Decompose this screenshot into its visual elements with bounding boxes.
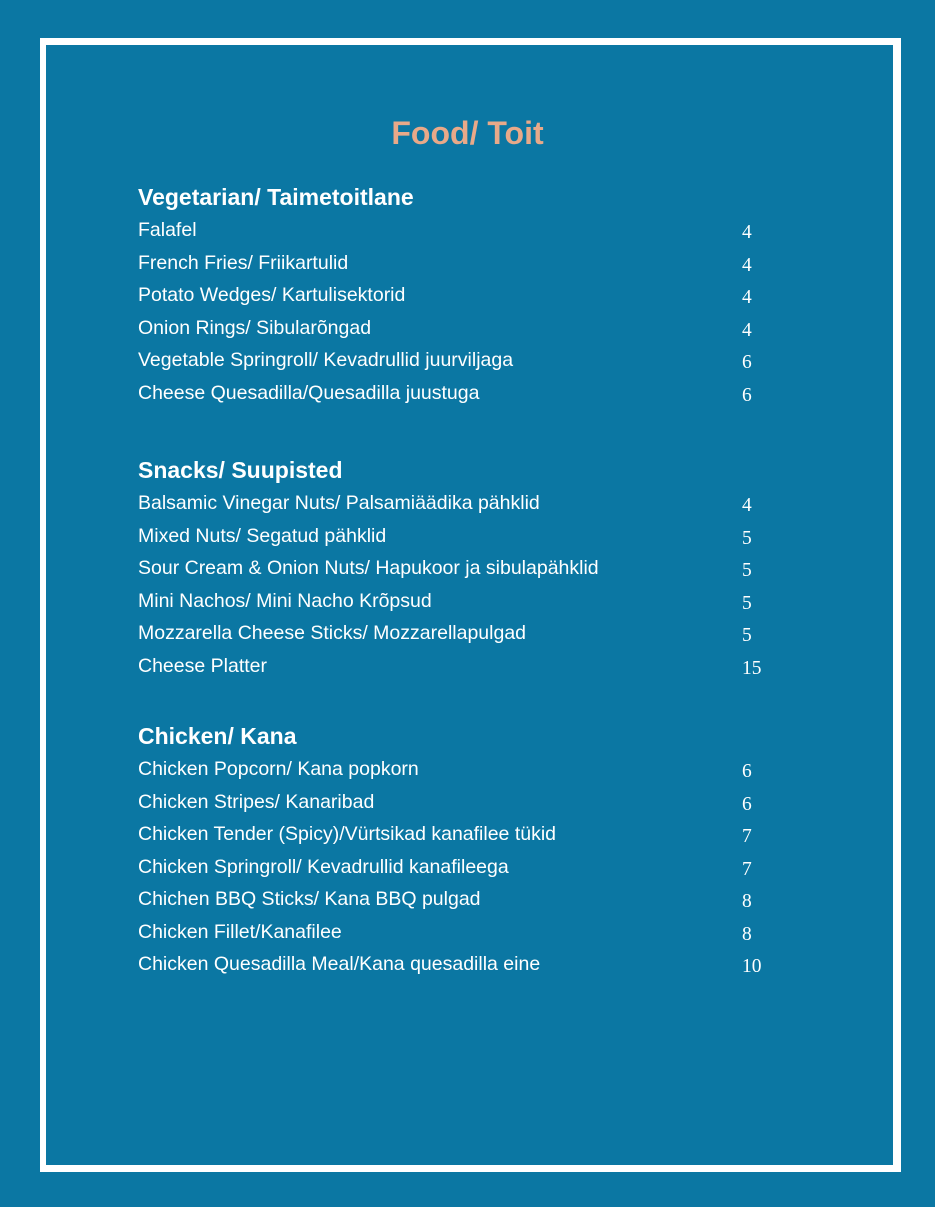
item-price: 4 (742, 287, 752, 308)
item-name: Balsamic Vinegar Nuts/ Palsamiäädika pähklid (138, 492, 540, 514)
item-name: Chicken Springroll/ Kevadrullid kanafileega (138, 855, 509, 878)
item-price: 6 (742, 384, 752, 406)
item-price: 4 (742, 222, 752, 243)
item-price: 8 (742, 891, 752, 912)
item-name: Chicken Fillet/Kanafilee (138, 920, 342, 943)
menu-item (138, 753, 778, 786)
menu-item (138, 312, 778, 345)
menu-item (138, 585, 778, 618)
menu-item (138, 279, 778, 312)
item-name: Onion Rings/ Sibularõngad (138, 316, 372, 339)
section-heading: Snacks/ Suupisted (138, 457, 343, 483)
item-price: 7 (742, 826, 752, 847)
item-price: 5 (742, 625, 752, 646)
menu-item (138, 883, 778, 916)
item-name: Sour Cream & Onion Nuts/ Hapukoor ja sibulapähklid (138, 557, 599, 579)
item-name: Mixed Nuts/ Segatud pähklid (138, 524, 387, 547)
menu-item (138, 650, 778, 683)
item-price: 5 (742, 527, 752, 549)
item-name: Cheese Quesadilla/Quesadilla juustuga (138, 381, 480, 404)
item-name: Chicken Popcorn/ Kana popkorn (138, 758, 419, 780)
item-name: French Fries/ Friikartulid (138, 251, 349, 274)
item-name: Mini Nachos/ Mini Nacho Krõpsud (138, 589, 432, 612)
item-name: Chichen BBQ Sticks/ Kana BBQ pulgad (138, 888, 481, 910)
item-price: 5 (742, 592, 752, 614)
menu-section-vegetarian (138, 182, 778, 409)
section-heading: Vegetarian/ Taimetoitlane (138, 184, 414, 210)
item-price: 6 (742, 761, 752, 782)
item-price: 15 (742, 657, 762, 679)
menu-item (138, 520, 778, 553)
item-name: Mozzarella Cheese Sticks/ Mozzarellapulgad (138, 622, 527, 644)
section-heading: Chicken/ Kana (138, 723, 297, 749)
menu-item (138, 247, 778, 280)
menu-item (138, 377, 778, 410)
item-price: 10 (742, 956, 762, 977)
item-name: Chicken Tender (Spicy)/Vürtsikad kanafilee tükid (138, 823, 557, 845)
item-price: 5 (742, 560, 752, 581)
item-price: 4 (742, 319, 752, 341)
item-name: Chicken Quesadilla Meal/Kana quesadilla eine (138, 953, 541, 975)
menu-section-chicken (138, 721, 778, 981)
menu-item (138, 818, 778, 851)
menu-section-snacks (138, 455, 778, 682)
menu-item (138, 214, 778, 247)
menu-item (138, 552, 778, 585)
item-price: 6 (742, 352, 752, 373)
item-name: Cheese Platter (138, 654, 267, 677)
menu-item (138, 786, 778, 819)
menu-item (138, 948, 778, 981)
menu-item (138, 344, 778, 377)
item-price: 6 (742, 793, 752, 815)
item-name: Falafel (138, 219, 197, 241)
item-name: Vegetable Springroll/ Kevadrullid juurviljaga (138, 349, 514, 371)
menu-item (138, 851, 778, 884)
item-price: 7 (742, 858, 752, 880)
item-price: 8 (742, 923, 752, 945)
item-price: 4 (742, 495, 752, 516)
item-price: 4 (742, 254, 752, 276)
menu-item (138, 487, 778, 520)
item-name: Potato Wedges/ Kartulisektorid (138, 284, 406, 306)
menu-item (138, 916, 778, 949)
menu-title: Food/ Toit (391, 115, 544, 151)
menu-item (138, 617, 778, 650)
item-name: Chicken Stripes/ Kanaribad (138, 790, 375, 813)
